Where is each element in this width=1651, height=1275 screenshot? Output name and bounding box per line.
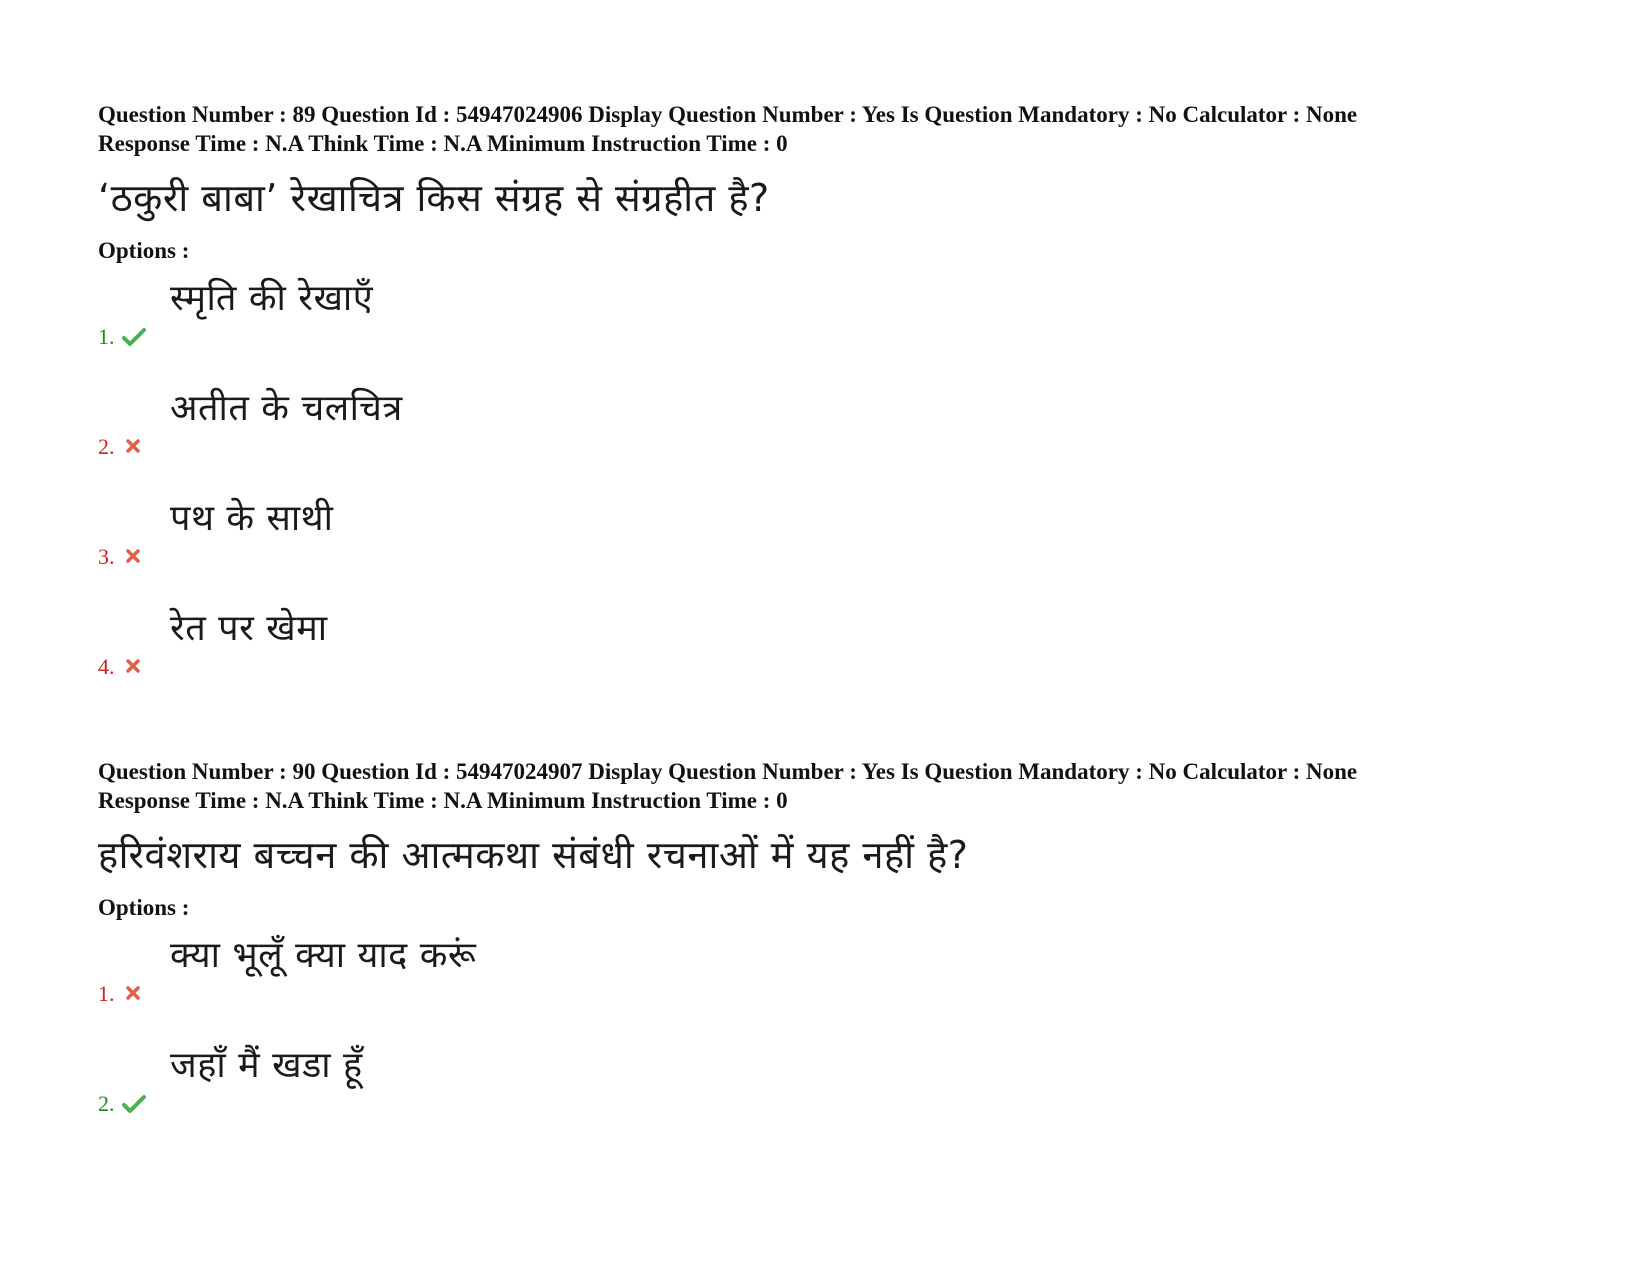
options-list — [98, 269, 1598, 709]
option-text: अतीत के चलचित्र — [170, 388, 403, 429]
option-text: पथ के साथी — [170, 498, 334, 539]
option-item — [98, 379, 1598, 489]
question-meta-line2: Response Time : N.A Think Time : N.A Minimum Instruction Time : 0 — [98, 131, 788, 156]
option-number: 1. — [98, 981, 115, 1006]
options-label: Options : — [98, 238, 190, 263]
option-number: 1. — [98, 324, 115, 349]
question-meta-line1: Question Number : 90 Question Id : 54947024907 Display Question Number : Yes Is Question Mandatory : No Calculator : None — [98, 759, 1358, 784]
option-item — [98, 1036, 1598, 1146]
option-item — [98, 926, 1598, 1036]
option-number: 3. — [98, 544, 115, 569]
question-meta-line1: Question Number : 89 Question Id : 54947024906 Display Question Number : Yes Is Question Mandatory : No Calculator : None — [98, 102, 1358, 127]
cross-icon — [122, 437, 146, 457]
options-list — [98, 926, 1598, 1146]
cross-icon — [122, 657, 146, 677]
option-number: 2. — [98, 434, 115, 459]
option-item — [98, 269, 1598, 379]
option-number: 4. — [98, 654, 115, 679]
option-text: स्मृति की रेखाएँ — [170, 278, 374, 319]
question-text: ‘ठकुरी बाबा’ रेखाचित्र किस संग्रह से संग्रहीत है? — [98, 176, 770, 220]
option-item — [98, 599, 1598, 709]
cross-icon — [122, 984, 146, 1004]
question-meta-line2: Response Time : N.A Think Time : N.A Minimum Instruction Time : 0 — [98, 788, 788, 813]
option-text: क्या भूलूँ क्या याद करूं — [170, 935, 477, 976]
option-item — [98, 489, 1598, 599]
question-text: हरिवंशराय बच्चन की आत्मकथा संबंधी रचनाओं में यह नहीं है? — [98, 833, 969, 877]
option-text: रेत पर खेमा — [170, 608, 328, 649]
question-block-90 — [98, 757, 1598, 1146]
options-label: Options : — [98, 895, 190, 920]
check-icon — [122, 327, 146, 347]
cross-icon — [122, 547, 146, 567]
question-block-89 — [98, 100, 1598, 709]
option-text: जहाँ मैं खडा हूँ — [170, 1045, 363, 1086]
check-icon — [122, 1094, 146, 1114]
option-number: 2. — [98, 1091, 115, 1116]
